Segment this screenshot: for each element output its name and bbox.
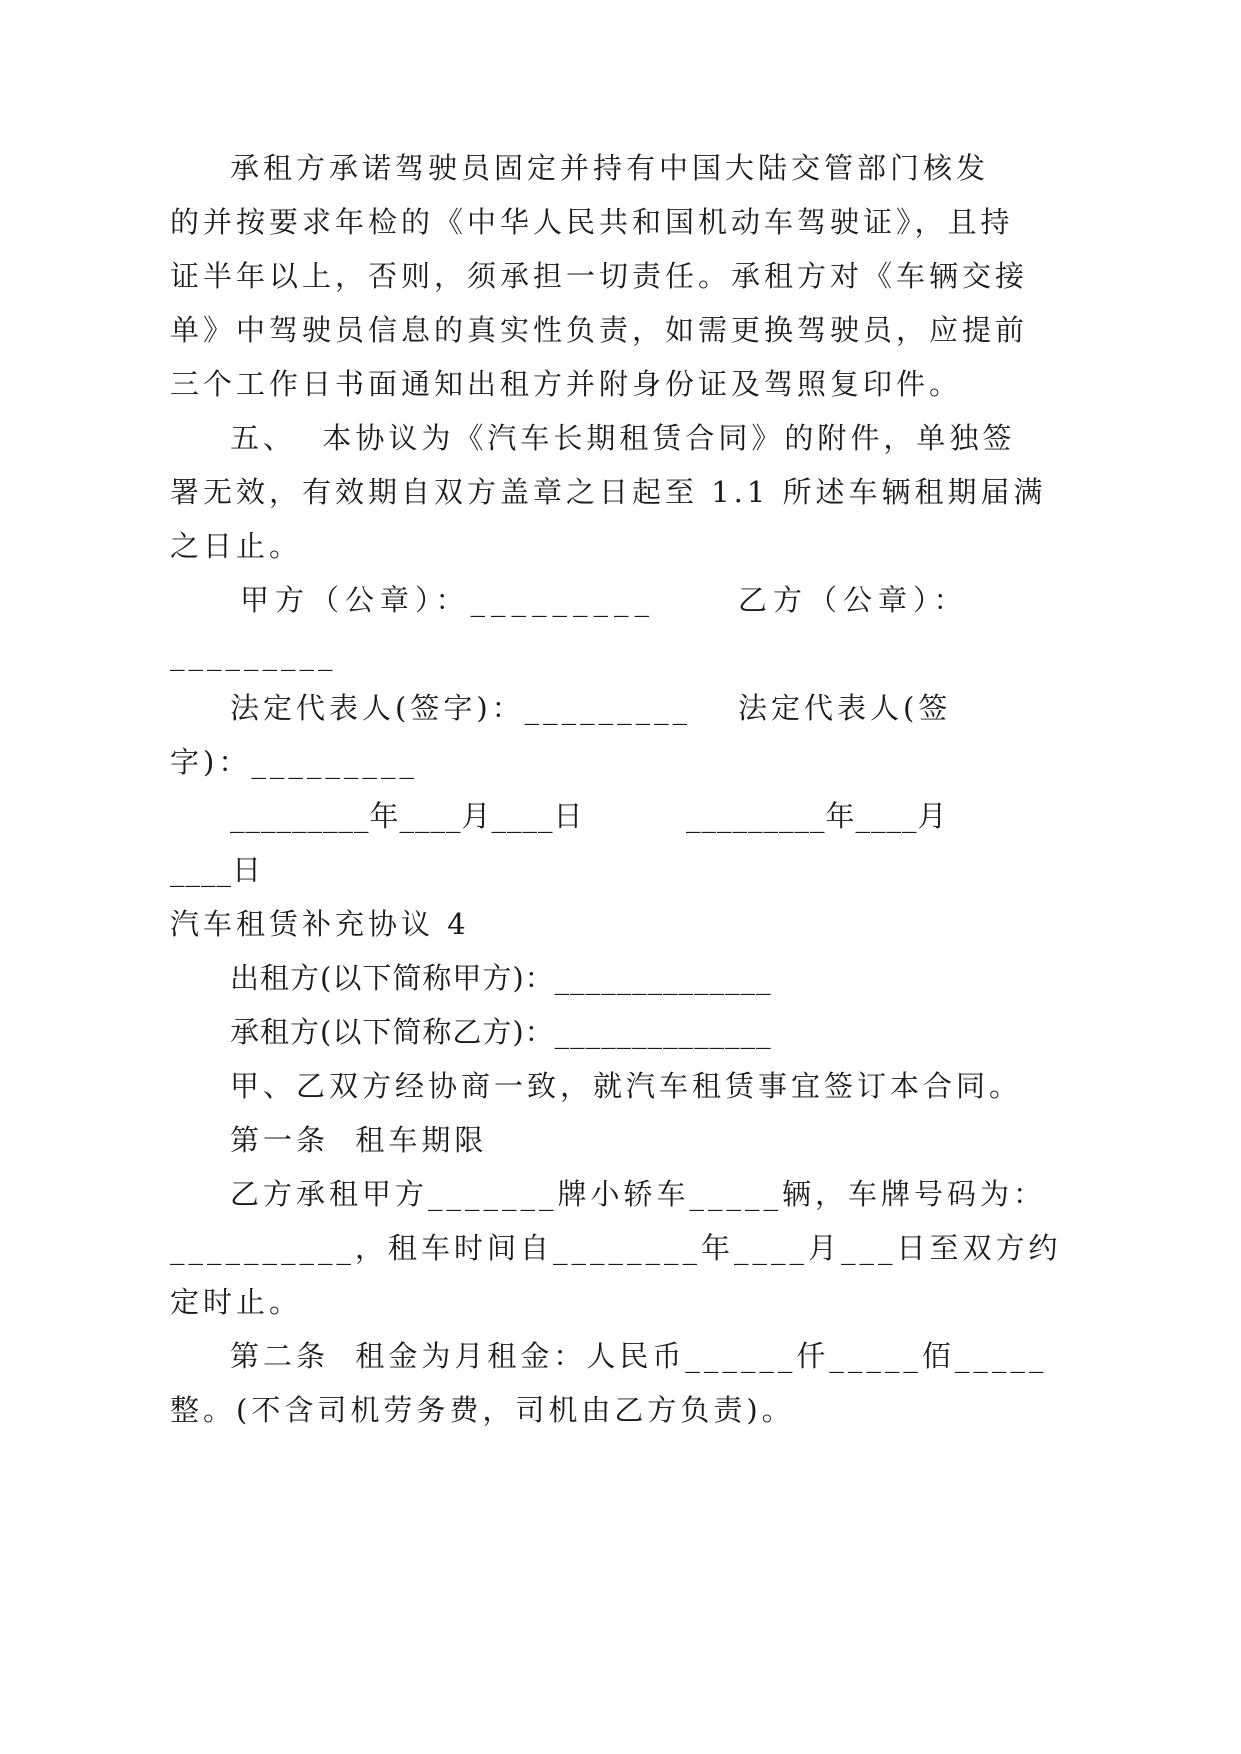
paragraph-line: 署无效，有效期自双方盖章之日起至 1.1 所述车辆租期届满 — [170, 475, 1047, 509]
paragraph-line: 第二条 租金为月租金：人民币______仟_____佰_____ — [230, 1339, 1048, 1373]
party-a-seal-line: 甲方（公章）：_________ — [240, 583, 656, 617]
party-a-representative-line: 法定代表人(签字)：_________ — [230, 691, 692, 725]
paragraph-line: 承租方承诺驾驶员固定并持有中国大陆交管部门核发 — [230, 151, 990, 185]
party-b-seal-blank: _________ — [170, 637, 337, 671]
party-b-date-line: _________年____月 — [686, 799, 948, 833]
party-b-seal-line: 乙方（公章）： — [738, 583, 969, 617]
paragraph-line: 整。(不含司机劳务费，司机由乙方负责)。 — [170, 1393, 795, 1427]
party-a-date-line: _________年____月____日 — [230, 799, 584, 833]
article-heading: 第一条 租车期限 — [230, 1123, 488, 1157]
paragraph-line: 单》中驾驶员信息的真实性负责，如需更换驾驶员，应提前 — [170, 313, 1029, 347]
lessee-line: 承租方(以下简称乙方)：______________ — [230, 1015, 772, 1049]
party-b-date-cont: ____日 — [170, 853, 263, 887]
party-b-representative-line: 法定代表人(签 — [738, 691, 952, 725]
paragraph-line: 的并按要求年检的《中华人民共和国机动车驾驶证》，且持 — [170, 205, 1014, 239]
paragraph-line: __________，租车时间自________年____月___日至双方约 — [170, 1231, 1062, 1265]
lessor-line: 出租方(以下简称甲方)：______________ — [230, 961, 772, 995]
paragraph-line: 乙方承租甲方_______牌小轿车_____辆，车牌号码为： — [230, 1177, 1047, 1211]
paragraph-line: 三个工作日书面通知出租方并附身份证及驾照复印件。 — [170, 367, 963, 401]
paragraph-line: 证半年以上，否则，须承担一切责任。承租方对《车辆交接 — [170, 259, 1029, 293]
section-heading: 汽车租赁补充协议 4 — [170, 907, 470, 941]
paragraph-line: 定时止。 — [170, 1285, 303, 1319]
paragraph-line: 五、 本协议为《汽车长期租赁合同》的附件，单独签 — [230, 421, 1016, 455]
party-b-representative-cont: 字)：_________ — [170, 745, 418, 779]
paragraph-line: 之日止。 — [170, 529, 303, 563]
paragraph-line: 甲、乙双方经协商一致，就汽车租赁事宜签订本合同。 — [230, 1069, 1023, 1103]
